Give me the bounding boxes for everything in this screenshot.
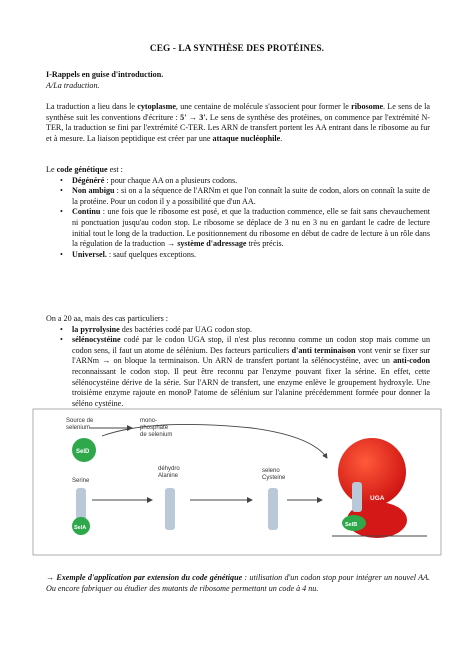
intro-paragraph — [46, 102, 430, 144]
seld-label: SelD — [76, 449, 90, 455]
item-term: anti-codon — [393, 356, 430, 366]
item-term: Non ambigu — [72, 186, 115, 196]
list-item — [72, 335, 430, 409]
label-source: Source de — [66, 418, 94, 424]
item-term: Dégénéré — [72, 175, 105, 185]
item-text: vont venir se fixer sur l'ARNm → on bloque la terminaison. Un ARN de transfert portant la sélénocystéine, avec un — [72, 345, 430, 366]
footer-arrow: → — [46, 573, 55, 582]
intro-text: . — [280, 133, 283, 143]
list-item — [72, 207, 430, 249]
term-cytoplasme: cytoplasme — [137, 102, 176, 111]
cases-block — [46, 314, 430, 409]
code-lead-text: Le — [46, 165, 55, 174]
label-mono: de selenium — [140, 432, 173, 438]
label-source: selenium — [66, 425, 91, 431]
label-seleno: Cysteine — [262, 475, 286, 481]
item-text: : si on a la séquence de l'ARNm et que l'on connaît la suite de codon, alors on connaît la suite de la protéine. Pour un codon il y a possibilité que d'un AA. — [72, 186, 430, 206]
intro-text: . Le sens de la synthèse suit les conventions d'écriture : — [46, 102, 430, 122]
label-seleno: seleno — [262, 468, 280, 474]
selenocysteine-figure — [32, 408, 442, 556]
footer-lead: Exemple d'application par extension du code génétique — [56, 573, 243, 582]
cases-lead: On a 20 aa, mais des cas particuliers : — [46, 314, 169, 323]
figure-svg — [32, 408, 442, 556]
term-sens: 5' → 3'. — [180, 112, 208, 122]
code-lead — [46, 165, 430, 176]
item-term: Universel. — [72, 249, 107, 259]
term-code-genetique: code génétique — [56, 165, 108, 174]
item-text: codé par le codon UGA stop, il n'est plus reconnu comme un codon stop mais comme un codon sens, il faut un atome de sélénium. Des facteurs particuliers — [72, 335, 430, 355]
intro-text: Le sens de synthèse des protéines, on commence par l'extrémité N-TER, la traduction se fini par l'extrémité C-TER. Les ARN de transfert portent les AA entrant dans le ribosome au fur et à mesure. La liaison peptidique est créer par une — [46, 112, 430, 143]
label-mono: phosphate — [140, 425, 169, 431]
code-genetique-block — [46, 165, 430, 260]
section-heading: I-Rappels en guise d'introduction. — [46, 70, 164, 79]
label-serine: Serine — [72, 478, 90, 484]
item-term: Continu — [72, 207, 101, 217]
item-text: : pour chaque AA on a plusieurs codons. — [104, 175, 238, 185]
intro-text: La traduction a lieu dans le — [46, 102, 135, 111]
label-dehydro: Alanine — [158, 473, 179, 479]
item-term: d'anti terminaison — [291, 345, 356, 355]
cases-list — [46, 325, 430, 410]
label-mono: mono- — [140, 418, 158, 424]
item-text: reconnaissant le codon stop. Il peut être reconnu par l'enzyme pouvant fixer la sérine. En effet, cette sélénocystéine dérive de la série. Sur l'ARN de transfert, une enzyme enlève le groupement hydroxyle. Une troisième enzyme rajoute en monoP l'atome de sélénium sur l'alanine précédemment formée pour donner la séléno cystéine. — [72, 366, 430, 408]
list-item — [72, 250, 430, 261]
trna-dehydro — [165, 488, 175, 530]
code-lead-text: est : — [109, 165, 123, 174]
sela-label: SelA — [74, 525, 87, 531]
section-heading-block — [46, 70, 430, 91]
item-term: sélénocystéine — [72, 335, 121, 345]
footer-text: : utilisation d'un codon stop pour intégrer un nouvel AA. Ou encore fabriquer ou étudier des mutants de ribosome permettant un code à 4 nu. — [46, 573, 430, 593]
page-title: CEG - LA SYNTHÈSE DES PROTÉINES. — [149, 44, 325, 54]
subsection-heading: A/La traduction. — [46, 80, 100, 90]
list-item — [72, 186, 430, 207]
item-text: : sauf quelques exceptions. — [106, 249, 197, 259]
list-item — [72, 325, 430, 336]
trna-in-ribosome — [352, 482, 362, 512]
uga-label: UGA — [370, 495, 385, 502]
footer-note — [46, 573, 430, 594]
selb-label: SelB — [345, 522, 358, 528]
item-term: la pyrrolysine — [72, 324, 120, 334]
label-dehydro: déhydro — [158, 466, 180, 472]
item-text: des bactéries codé par UAG codon stop. — [119, 324, 252, 334]
intro-text: , une centaine de molécule s'associent pour former le — [175, 102, 349, 111]
term-ribosome: ribosome — [351, 102, 384, 111]
term-attaque: attaque nucléophile — [212, 133, 281, 143]
item-term: système d'adressage — [177, 239, 247, 249]
list-item — [72, 176, 430, 187]
item-text: : une fois que le ribosome est posé, et que la traduction commence, elle se fait sans chevauchement ni ponctuation jusqu'au codon stop. Le ribosome se déplace de 3 nu en 3 nu en gardant le cadre de lecture initial tout le long de la traduction. Le positionnement du ribosome en début de cadre de lecture à un rôle dans la régulation de la traduction → — [72, 207, 430, 249]
code-list — [46, 176, 430, 261]
item-text: très précis. — [246, 239, 284, 249]
trna-seleno — [268, 488, 278, 530]
